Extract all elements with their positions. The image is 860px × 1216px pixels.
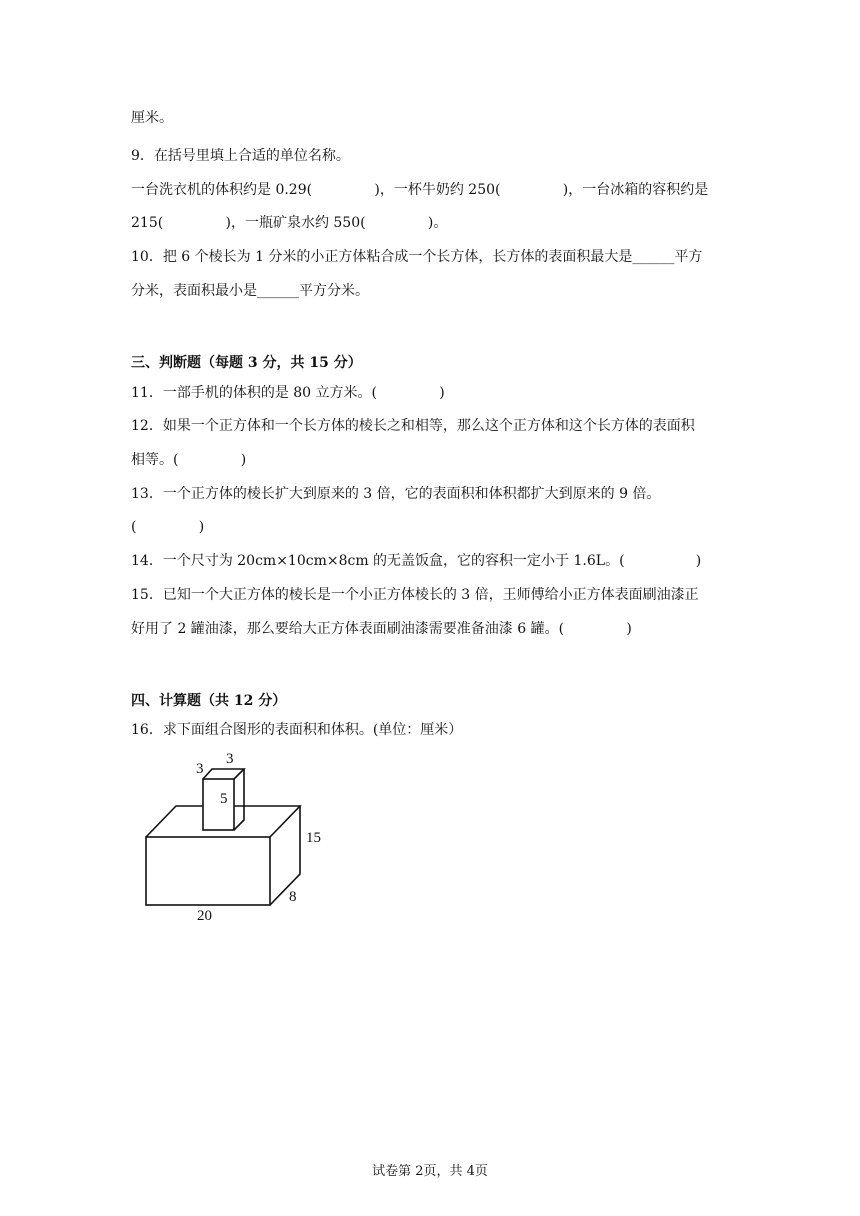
question-12-cont: 相等。( ) — [131, 452, 247, 468]
label-big-depth: 8 — [289, 889, 297, 905]
label-small-height: 5 — [220, 791, 228, 807]
page-footer: 试卷第 2页，共 4页 — [372, 1164, 488, 1179]
big-box-front — [146, 837, 270, 905]
question-11: 11．一部手机的体积的是 80 立方米。( ) — [131, 385, 445, 401]
section-title-calculation: 四、计算题（共 12 分） — [131, 693, 287, 709]
section-title-judgement: 三、判断题（每题 3 分，共 15 分） — [131, 355, 362, 371]
question-15: 15．已知一个大正方体的棱长是一个小正方体棱长的 3 倍，王师傅给小正方体表面刷油漆正 — [131, 587, 699, 603]
question-13-cont: ( ) — [131, 519, 205, 535]
label-big-height: 15 — [306, 830, 321, 846]
small-box-top — [203, 769, 244, 779]
label-small-width: 3 — [196, 761, 204, 777]
label-small-depth: 3 — [226, 751, 234, 767]
question-16: 16．求下面组合图形的表面积和体积。(单位：厘米） — [131, 722, 463, 738]
question-9-body-cont: 215( )，一瓶矿泉水约 550( )。 — [131, 215, 448, 231]
question-14: 14．一个尺寸为 20cm×10cm×8cm 的无盖饭盒，它的容积一定小于 1.6L。( ) — [131, 553, 702, 569]
question-10: 10．把 6 个棱长为 1 分米的小正方体粘合成一个长方体，长方体的表面积最大是______平方 — [131, 249, 703, 265]
question-12: 12．如果一个正方体和一个长方体的棱长之和相等，那么这个正方体和这个长方体的表面积 — [131, 418, 695, 434]
small-box-front — [203, 779, 234, 830]
question-10-cont: 分米，表面积最小是______平方分米。 — [131, 283, 369, 299]
question-9-body: 一台洗衣机的体积约是 0.29( )，一杯牛奶约 250( )，一台冰箱的容积约是 — [131, 182, 709, 198]
question-13: 13．一个正方体的棱长扩大到原来的 3 倍，它的表面积和体积都扩大到原来的 9 倍。 — [131, 486, 661, 502]
text-line: 厘米。 — [131, 110, 173, 126]
combined-solid-figure — [140, 748, 340, 928]
question-15-cont: 好用了 2 罐油漆，那么要给大正方体表面刷油漆需要准备油漆 6 罐。( ) — [131, 621, 632, 637]
question-9: 9．在括号里填上合适的单位名称。 — [131, 148, 350, 164]
label-big-width: 20 — [197, 908, 212, 924]
